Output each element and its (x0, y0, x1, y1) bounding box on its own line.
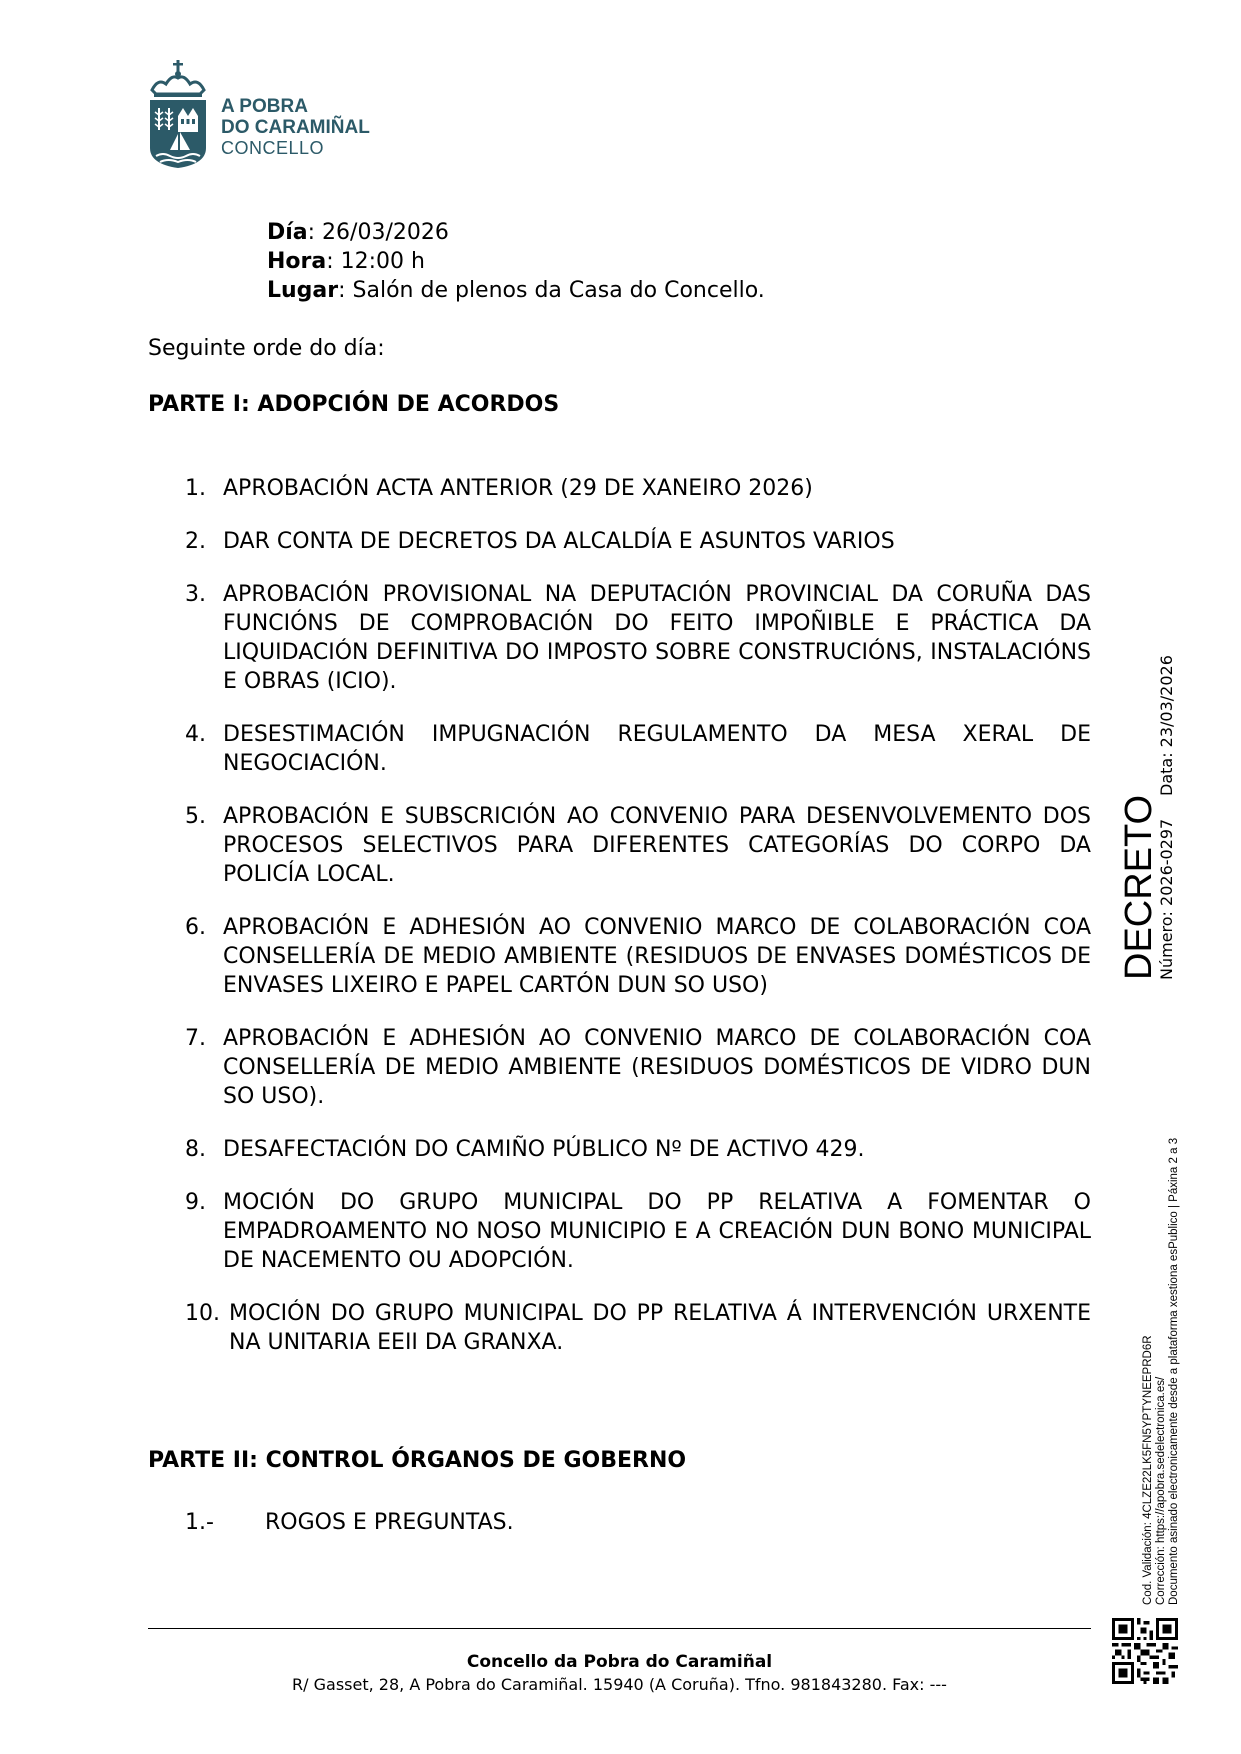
item-text: DESESTIMACIÓN IMPUGNACIÓN REGULAMENTO DA MESA XERAL DE NEGOCIACIÓN. (223, 722, 1091, 776)
item-number: 4. (185, 722, 206, 747)
item-number: 6. (185, 915, 206, 940)
place-value: : Salón de plenos da Casa do Concello. (338, 278, 765, 303)
day-value: : 26/03/2026 (307, 220, 449, 245)
meeting-details (267, 218, 765, 305)
decree-stamp: DECRETO (1118, 794, 1160, 980)
meeting-hour (267, 247, 765, 276)
agenda-item (185, 527, 1091, 556)
logo-line-1: A POBRA (221, 96, 308, 117)
item-text: APROBACIÓN E SUBSCRICIÓN AO CONVENIO PARA DESENVOLVEMENTO DOS PROCESOS SELECTIVOS PARA DIFERENTES CATEGORÍAS DO CORPO DA POLICÍA LOCAL. (223, 804, 1091, 887)
part-1-agenda-list (185, 474, 1091, 1381)
part-2-agenda-item (185, 1510, 514, 1535)
footer-organization: Concello da Pobra do Caramiñal (466, 1652, 773, 1672)
agenda-item (185, 1188, 1091, 1275)
correction-url[interactable]: Corrección: https://apobra.sedelectronica.es/ (1155, 1376, 1167, 1605)
agenda-item (185, 1135, 1091, 1164)
meeting-place (267, 276, 765, 305)
footer-address: R/ Gasset, 28, A Pobra do Caramiñal. 15940 (A Coruña). Tfno. 981843280. Fax: --- (292, 1675, 947, 1694)
part-2-heading: PARTE II: CONTROL ÓRGANOS DE GOBERNO (148, 1448, 687, 1473)
item-text: APROBACIÓN E ADHESIÓN AO CONVENIO MARCO DE COLABORACIÓN COA CONSELLERÍA DE MEDIO AMBIENTE (RESIDUOS DOMÉSTICOS DE VIDRO DUN SO USO). (223, 1026, 1091, 1109)
agenda-item (185, 474, 1091, 503)
item-text: APROBACIÓN E ADHESIÓN AO CONVENIO MARCO DE COLABORACIÓN COA CONSELLERÍA DE MEDIO AMBIENTE (RESIDUOS DE ENVASES DOMÉSTICOS DE ENVASES LIXEIRO E PAPEL CARTÓN DUN SO USO) (223, 915, 1091, 998)
place-label: Lugar (267, 278, 339, 303)
agenda-item (185, 1024, 1091, 1111)
agenda-item (185, 1299, 1091, 1357)
item-text: MOCIÓN DO GRUPO MUNICIPAL DO PP RELATIVA A FOMENTAR O EMPADROAMENTO NO NOSO MUNICIPIO E A CREACIÓN DUN BONO MUNICIPAL DE NACEMENTO OU ADOPCIÓN. (223, 1190, 1091, 1273)
coat-of-arms-icon (148, 60, 208, 172)
agenda-item (185, 580, 1091, 696)
municipality-logo-text (221, 96, 370, 159)
logo-line-2: DO CARAMIÑAL (221, 117, 370, 138)
item-text: DESAFECTACIÓN DO CAMIÑO PÚBLICO Nº DE ACTIVO 429. (223, 1137, 865, 1162)
part-1-heading: PARTE I: ADOPCIÓN DE ACORDOS (148, 392, 560, 417)
day-label: Día (267, 220, 308, 245)
item-text: APROBACIÓN ACTA ANTERIOR (29 DE XANEIRO 2026) (223, 476, 813, 501)
item-number: 9. (185, 1190, 206, 1215)
decree-number: Número: 2026-0297 (1157, 818, 1176, 980)
item-number: 7. (185, 1026, 206, 1051)
validation-block (1142, 1335, 1168, 1605)
item-number: 5. (185, 804, 206, 829)
item-number: 3. (185, 582, 206, 607)
item-text: MOCIÓN DO GRUPO MUNICIPAL DO PP RELATIVA Á INTERVENCIÓN URXENTE NA UNITARIA EEII DA GRANXA. (229, 1301, 1091, 1355)
footer-divider (148, 1628, 1091, 1629)
meeting-day (267, 218, 765, 247)
agenda-item (185, 913, 1091, 1000)
item-number: 1.- (185, 1510, 214, 1535)
agenda-item (185, 802, 1091, 889)
item-number: 2. (185, 529, 206, 554)
item-text: ROGOS E PREGUNTAS. (265, 1510, 514, 1535)
agenda-intro: Seguinte orde do día: (148, 336, 385, 361)
hour-label: Hora (267, 249, 327, 274)
decree-date: Data: 23/03/2026 (1157, 655, 1176, 796)
signed-notice: Documento asinado electronicamente desde a plataforma xestiona esPublico | Páxina 2 a 3 (1168, 1137, 1180, 1605)
item-number: 10. (185, 1301, 220, 1326)
logo-line-3: CONCELLO (221, 138, 325, 158)
item-text: APROBACIÓN PROVISIONAL NA DEPUTACIÓN PROVINCIAL DA CORUÑA DAS FUNCIÓNS DE COMPROBACIÓN DO FEITO IMPOÑIBLE E PRÁCTICA DA LIQUIDACIÓN DEFINITIVA DO IMPOSTO SOBRE CONSTRUCIÓNS, INSTALACIÓNS E OBRAS (ICIO). (223, 582, 1091, 694)
agenda-item (185, 720, 1091, 778)
hour-value: : 12:00 h (326, 249, 425, 274)
validation-code: Cod. Validación: 4CLZE22LK5FN5YPTYNEEPRD6R (1142, 1335, 1154, 1605)
item-number: 1. (185, 476, 206, 501)
item-number: 8. (185, 1137, 206, 1162)
qr-code-icon (1112, 1618, 1178, 1684)
item-text: DAR CONTA DE DECRETOS DA ALCALDÍA E ASUNTOS VARIOS (223, 529, 895, 554)
